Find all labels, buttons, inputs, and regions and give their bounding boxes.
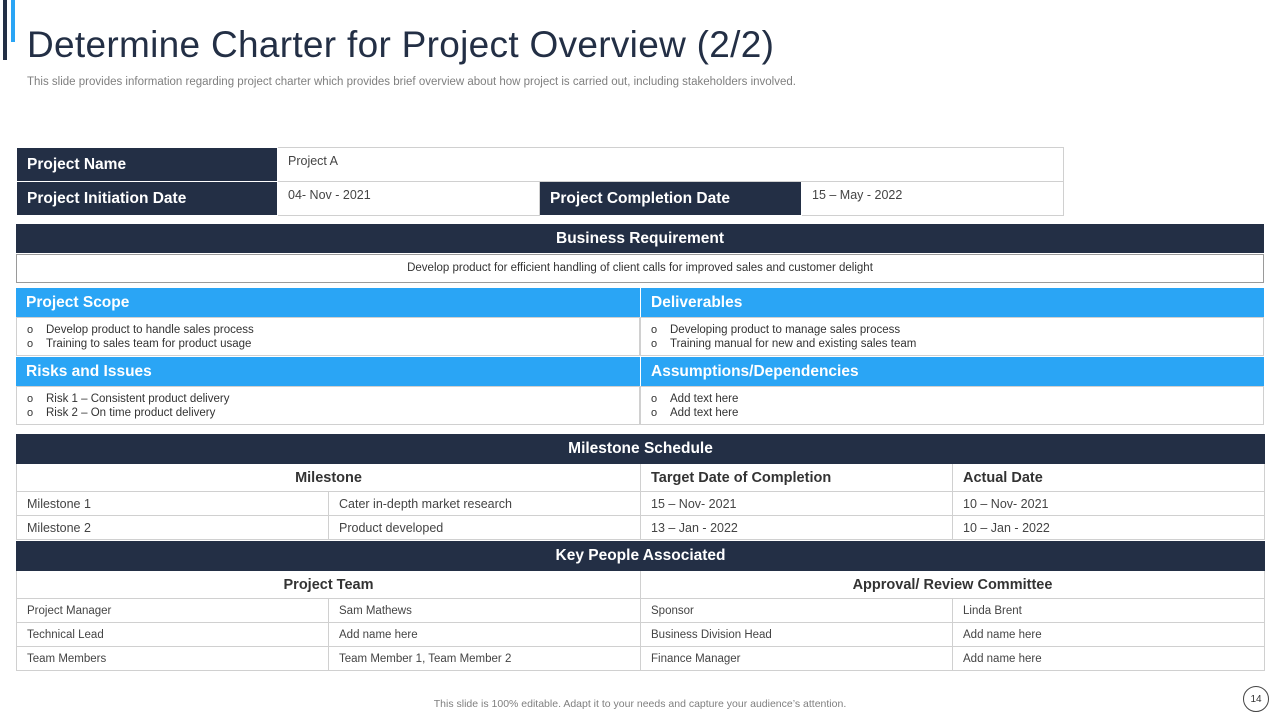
milestone-actual-date: 10 – Jan - 2022 <box>953 516 1265 540</box>
risks-issues-heading: Risks and Issues <box>16 357 640 386</box>
initiation-date-label: Project Initiation Date <box>17 182 278 216</box>
milestone-columns-row <box>17 464 1265 492</box>
deliverables-list <box>640 317 1264 356</box>
team-role: Technical Lead <box>17 623 329 647</box>
business-requirement-text: Develop product for efficient handling of client calls for improved sales and customer delight <box>16 254 1264 283</box>
assumptions-heading: Assumptions/Dependencies <box>640 357 1264 386</box>
list-item: o Add text here <box>651 392 1253 406</box>
milestone-target-date: 15 – Nov- 2021 <box>641 492 953 516</box>
risks-assumptions-headings <box>16 357 1264 386</box>
milestone-target-date: 13 – Jan - 2022 <box>641 516 953 540</box>
committee-member-name: Add name here <box>953 647 1265 671</box>
committee-role: Finance Manager <box>641 647 953 671</box>
assumptions-list <box>640 386 1264 425</box>
scope-deliverables-headings <box>16 288 1264 317</box>
project-name-row <box>17 148 1064 182</box>
project-team-column-header: Project Team <box>17 571 641 599</box>
key-people-heading-row <box>17 542 1265 571</box>
table-row <box>17 623 1265 647</box>
milestone-column-header: Milestone <box>17 464 641 492</box>
team-member-name: Sam Mathews <box>329 599 641 623</box>
project-dates-row <box>17 182 1064 216</box>
milestone-name: Milestone 1 <box>17 492 329 516</box>
project-name-label: Project Name <box>17 148 278 182</box>
table-row <box>17 647 1265 671</box>
milestone-schedule-heading-row <box>17 435 1265 464</box>
team-role: Project Manager <box>17 599 329 623</box>
list-item: o Risk 1 – Consistent product delivery <box>27 392 629 406</box>
project-scope-heading: Project Scope <box>16 288 640 317</box>
completion-date-value: 15 – May - 2022 <box>802 182 1064 216</box>
key-people-table <box>16 541 1265 671</box>
slide-title: Determine Charter for Project Overview (2/2) <box>27 24 775 65</box>
actual-date-column-header: Actual Date <box>953 464 1265 492</box>
page-number: 14 <box>1243 686 1269 712</box>
milestone-schedule-heading: Milestone Schedule <box>17 435 1265 464</box>
list-item: o Training to sales team for product usage <box>27 337 629 351</box>
milestone-description: Cater in-depth market research <box>329 492 641 516</box>
key-people-heading: Key People Associated <box>17 542 1265 571</box>
committee-role: Business Division Head <box>641 623 953 647</box>
table-row <box>17 492 1265 516</box>
key-people-columns-row <box>17 571 1265 599</box>
project-scope-list <box>16 317 640 356</box>
accent-bar-dark <box>3 0 7 60</box>
milestone-name: Milestone 2 <box>17 516 329 540</box>
team-member-name: Team Member 1, Team Member 2 <box>329 647 641 671</box>
scope-deliverables-content <box>16 317 1264 356</box>
project-name-value: Project A <box>278 148 1064 182</box>
committee-member-name: Linda Brent <box>953 599 1265 623</box>
accent-bar-blue <box>11 0 15 42</box>
target-date-column-header: Target Date of Completion <box>641 464 953 492</box>
deliverables-heading: Deliverables <box>640 288 1264 317</box>
risks-issues-list <box>16 386 640 425</box>
team-member-name: Add name here <box>329 623 641 647</box>
risks-assumptions-content <box>16 386 1264 425</box>
list-item: o Develop product to handle sales process <box>27 323 629 337</box>
slide-footer: This slide is 100% editable. Adapt it to your needs and capture your audience’s attention. <box>433 698 847 710</box>
initiation-date-value: 04- Nov - 2021 <box>278 182 540 216</box>
milestone-actual-date: 10 – Nov- 2021 <box>953 492 1265 516</box>
list-item: o Add text here <box>651 406 1253 420</box>
milestone-schedule-table <box>16 434 1265 540</box>
list-item: o Risk 2 – On time product delivery <box>27 406 629 420</box>
approval-committee-column-header: Approval/ Review Committee <box>641 571 1265 599</box>
committee-member-name: Add name here <box>953 623 1265 647</box>
milestone-description: Product developed <box>329 516 641 540</box>
table-row <box>17 599 1265 623</box>
slide-subtitle: This slide provides information regarding project charter which provides brief overview about how project is carried out, including stakeholders involved. <box>27 76 796 88</box>
team-role: Team Members <box>17 647 329 671</box>
table-row <box>17 516 1265 540</box>
project-info-table <box>16 147 1064 216</box>
business-requirement-heading: Business Requirement <box>16 224 1264 253</box>
list-item: o Developing product to manage sales process <box>651 323 1253 337</box>
completion-date-label: Project Completion Date <box>540 182 802 216</box>
committee-role: Sponsor <box>641 599 953 623</box>
list-item: o Training manual for new and existing sales team <box>651 337 1253 351</box>
